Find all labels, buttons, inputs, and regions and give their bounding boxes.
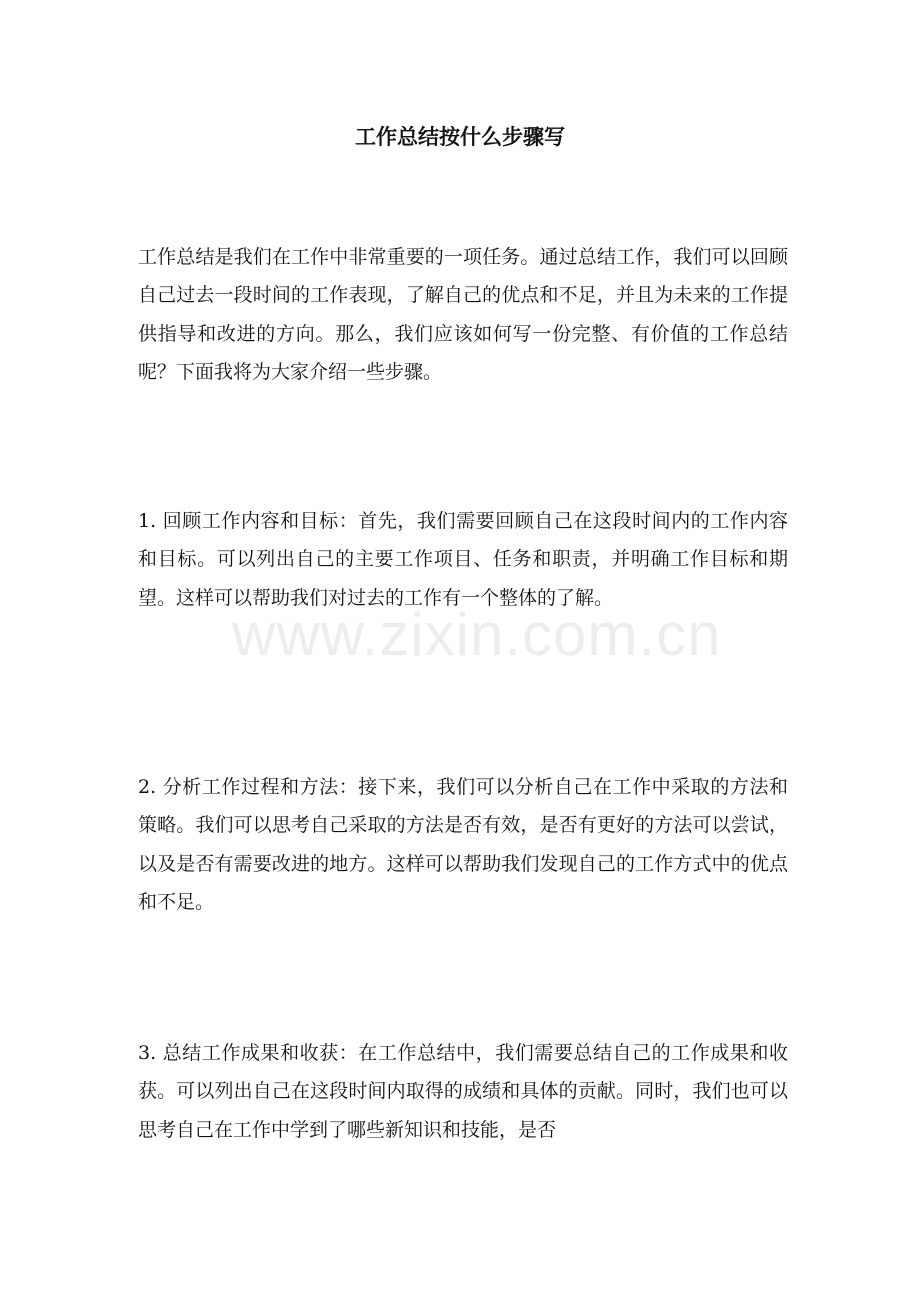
document-title: 工作总结按什么步骤写 [355,124,565,149]
watermark: www.zixin.com.cn [232,601,722,668]
step-2-paragraph: 2. 分析工作过程和方法：接下来，我们可以分析自己在工作中采取的方法和策略。我们可以思考自己采取的方法是否有效，是否有更好的方法可以尝试，以及是否有需要改进的地方。这样可以帮助我们发现自己的工作方式中的优点和不足。 [138,776,788,913]
intro-paragraph: 工作总结是我们在工作中非常重要的一项任务。通过总结工作，我们可以回顾自己过去一段时间的工作表现，了解自己的优点和不足，并且为未来的工作提供指导和改进的方向。那么，我们应该如何写一份完整、有价值的工作总结呢？下面我将为大家介绍一些步骤。 [138,246,788,383]
step-1-paragraph: 1. 回顾工作内容和目标：首先，我们需要回顾自己在这段时间内的工作内容和目标。可以列出自己的主要工作项目、任务和职责，并明确工作目标和期望。这样可以帮助我们对过去的工作有一个整体的了解。 [138,510,788,609]
step-3-paragraph: 3. 总结工作成果和收获：在工作总结中，我们需要总结自己的工作成果和收获。可以列出自己在这段时间内取得的成绩和具体的贡献。同时，我们也可以思考自己在工作中学到了哪些新知识和技能，是否 [138,1042,788,1141]
